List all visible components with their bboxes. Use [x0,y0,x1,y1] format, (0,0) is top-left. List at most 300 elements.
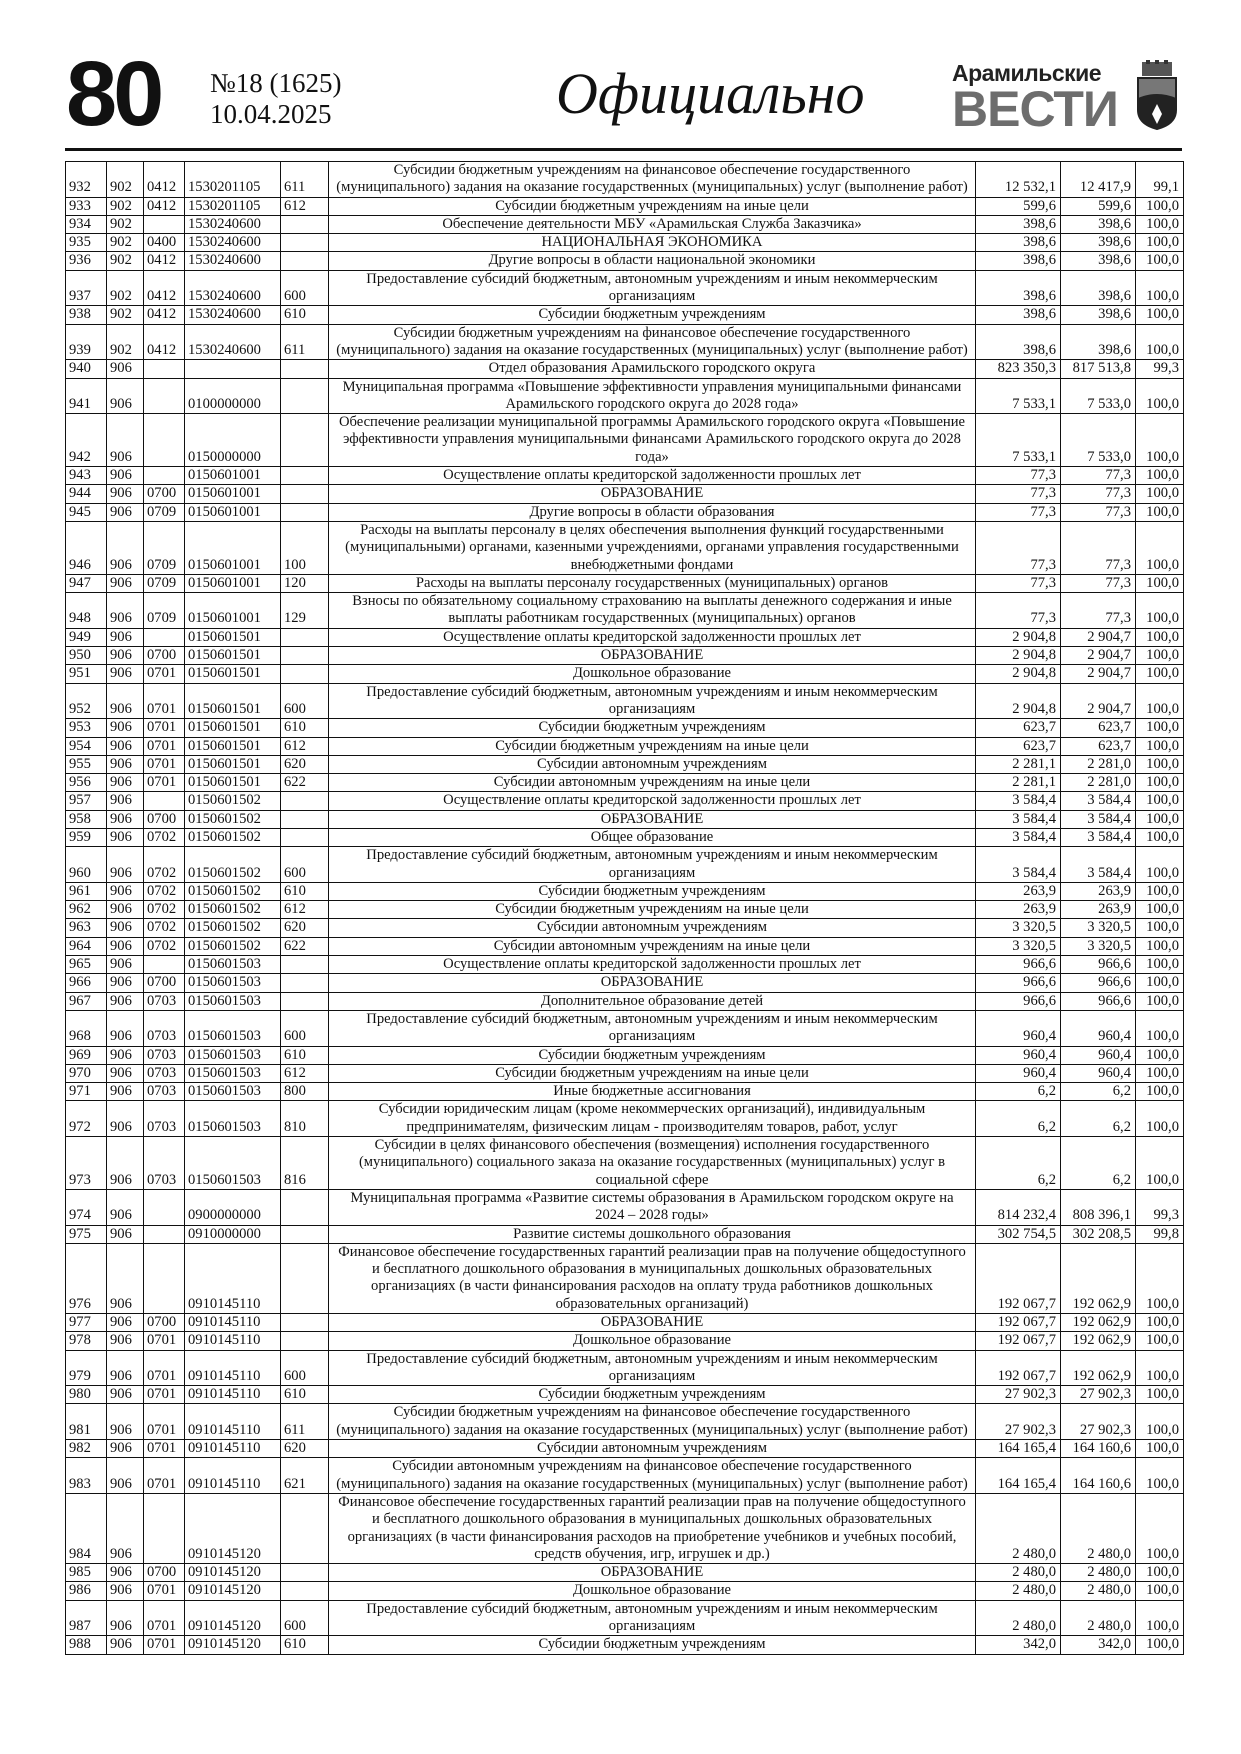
section-code: 0700 [144,810,185,828]
planned-amount: 2 904,8 [976,683,1061,719]
actual-amount: 2 480,0 [1061,1564,1136,1582]
target-article-code: 0910000000 [185,1225,281,1243]
expense-type-code: 620 [281,1440,329,1458]
ved-code: 906 [107,719,144,737]
target-article-code: 0900000000 [185,1189,281,1225]
row-number: 982 [66,1440,107,1458]
table-row [66,974,1184,992]
logo-top-text: Арамильские [952,60,1102,86]
target-article-code: 0910145110 [185,1332,281,1350]
description: Субсидии бюджетным учреждениям [329,719,976,737]
planned-amount: 599,6 [976,197,1061,215]
table-row [66,1083,1184,1101]
actual-amount: 7 533,0 [1061,414,1136,467]
table-row [66,1582,1184,1600]
section-code [144,378,185,414]
actual-amount: 342,0 [1061,1636,1136,1654]
expense-type-code [281,467,329,485]
execution-percent: 100,0 [1136,828,1184,846]
description: Другие вопросы в области национальной экономики [329,252,976,270]
description: Субсидии автономным учреждениям [329,755,976,773]
description: Субсидии бюджетным учреждениям на финансовое обеспечение государственного (муниципального) задания на оказание государственных (муниципальных) услуг (выполнение работ) [329,324,976,360]
planned-amount: 398,6 [976,324,1061,360]
row-number: 961 [66,882,107,900]
row-number: 935 [66,234,107,252]
section-code: 0701 [144,1636,185,1654]
target-article-code: 0910145120 [185,1636,281,1654]
target-article-code: 1530201105 [185,197,281,215]
execution-percent: 100,0 [1136,521,1184,574]
actual-amount: 398,6 [1061,252,1136,270]
section-code: 0703 [144,1083,185,1101]
execution-percent: 100,0 [1136,1010,1184,1046]
planned-amount: 623,7 [976,737,1061,755]
execution-percent: 100,0 [1136,1046,1184,1064]
actual-amount: 77,3 [1061,574,1136,592]
row-number: 988 [66,1636,107,1654]
target-article-code: 0150601001 [185,467,281,485]
actual-amount: 2 281,0 [1061,774,1136,792]
expense-type-code [281,252,329,270]
ved-code: 906 [107,1350,144,1386]
planned-amount: 192 067,7 [976,1314,1061,1332]
expense-type-code: 622 [281,774,329,792]
actual-amount: 77,3 [1061,485,1136,503]
table-row [66,792,1184,810]
description: Осуществление оплаты кредиторской задолженности прошлых лет [329,628,976,646]
ved-code: 906 [107,755,144,773]
description: ОБРАЗОВАНИЕ [329,485,976,503]
planned-amount: 192 067,7 [976,1332,1061,1350]
expense-type-code: 612 [281,197,329,215]
row-number: 984 [66,1493,107,1563]
ved-code: 906 [107,1600,144,1636]
issue-date: 10.04.2025 [210,99,332,129]
actual-amount: 2 480,0 [1061,1582,1136,1600]
table-row [66,992,1184,1010]
row-number: 973 [66,1137,107,1190]
table-row [66,755,1184,773]
planned-amount: 2 480,0 [976,1582,1061,1600]
execution-percent: 100,0 [1136,1101,1184,1137]
expense-type-code: 610 [281,1046,329,1064]
planned-amount: 2 480,0 [976,1600,1061,1636]
actual-amount: 164 160,6 [1061,1440,1136,1458]
target-article-code: 0150601501 [185,774,281,792]
execution-percent: 100,0 [1136,792,1184,810]
planned-amount: 960,4 [976,1064,1061,1082]
expense-type-code [281,628,329,646]
table-row [66,1440,1184,1458]
row-number: 979 [66,1350,107,1386]
execution-percent: 100,0 [1136,503,1184,521]
section-code: 0701 [144,665,185,683]
actual-amount: 7 533,0 [1061,378,1136,414]
description: Осуществление оплаты кредиторской задолженности прошлых лет [329,956,976,974]
actual-amount: 77,3 [1061,593,1136,629]
target-article-code: 1530240600 [185,270,281,306]
expense-type-code: 600 [281,683,329,719]
table-row [66,847,1184,883]
planned-amount: 623,7 [976,719,1061,737]
execution-percent: 100,0 [1136,270,1184,306]
planned-amount: 77,3 [976,574,1061,592]
expense-type-code: 600 [281,847,329,883]
execution-percent: 99,3 [1136,360,1184,378]
row-number: 947 [66,574,107,592]
description: ОБРАЗОВАНИЕ [329,647,976,665]
planned-amount: 27 902,3 [976,1404,1061,1440]
section-code: 0412 [144,306,185,324]
row-number: 938 [66,306,107,324]
table-row [66,737,1184,755]
table-row [66,324,1184,360]
section-code: 0412 [144,197,185,215]
target-article-code: 0150601502 [185,847,281,883]
table-row [66,270,1184,306]
description: ОБРАЗОВАНИЕ [329,1564,976,1582]
actual-amount: 27 902,3 [1061,1404,1136,1440]
row-number: 950 [66,647,107,665]
row-number: 968 [66,1010,107,1046]
actual-amount: 3 320,5 [1061,919,1136,937]
row-number: 978 [66,1332,107,1350]
execution-percent: 100,0 [1136,919,1184,937]
table-row [66,937,1184,955]
actual-amount: 960,4 [1061,1010,1136,1046]
description: ОБРАЗОВАНИЕ [329,1314,976,1332]
section-code: 0702 [144,901,185,919]
ved-code: 906 [107,774,144,792]
description: Расходы на выплаты персоналу государственных (муниципальных) органов [329,574,976,592]
planned-amount: 2 281,1 [976,755,1061,773]
row-number: 981 [66,1404,107,1440]
planned-amount: 164 165,4 [976,1458,1061,1494]
ved-code: 906 [107,1101,144,1137]
execution-percent: 100,0 [1136,774,1184,792]
target-article-code: 0150601001 [185,503,281,521]
ved-code: 906 [107,647,144,665]
ved-code: 902 [107,234,144,252]
row-number: 971 [66,1083,107,1101]
ved-code: 906 [107,792,144,810]
ved-code: 906 [107,974,144,992]
table-row [66,1493,1184,1563]
execution-percent: 100,0 [1136,1083,1184,1101]
table-row [66,1332,1184,1350]
planned-amount: 398,6 [976,215,1061,233]
actual-amount: 960,4 [1061,1046,1136,1064]
row-number: 937 [66,270,107,306]
row-number: 932 [66,162,107,198]
table-row [66,1189,1184,1225]
execution-percent: 100,0 [1136,1458,1184,1494]
ved-code: 906 [107,1332,144,1350]
row-number: 987 [66,1600,107,1636]
target-article-code: 0150601503 [185,1137,281,1190]
actual-amount: 2 480,0 [1061,1493,1136,1563]
section-code: 0703 [144,1010,185,1046]
planned-amount: 823 350,3 [976,360,1061,378]
description: Расходы на выплаты персоналу в целях обеспечения выполнения функций государственными (муниципальными) органами, казенными учреждениями, органами управления государственными внебюджетными фондами [329,521,976,574]
ved-code: 906 [107,1046,144,1064]
coat-of-arms-icon [1134,60,1180,130]
planned-amount: 6,2 [976,1101,1061,1137]
expense-type-code: 100 [281,521,329,574]
target-article-code: 0910145110 [185,1243,281,1313]
row-number: 965 [66,956,107,974]
ved-code: 906 [107,1314,144,1332]
target-article-code: 0910145120 [185,1493,281,1563]
description: Субсидии бюджетным учреждениям на иные цели [329,197,976,215]
row-number: 985 [66,1564,107,1582]
planned-amount: 3 320,5 [976,919,1061,937]
ved-code: 902 [107,270,144,306]
ved-code: 906 [107,485,144,503]
description: Предоставление субсидий бюджетным, автономным учреждениям и иным некоммерческим организациям [329,1600,976,1636]
expense-type-code [281,1493,329,1563]
actual-amount: 6,2 [1061,1137,1136,1190]
target-article-code: 0100000000 [185,378,281,414]
table-row [66,1137,1184,1190]
ved-code: 906 [107,1564,144,1582]
section-code: 0700 [144,647,185,665]
expense-type-code: 611 [281,1404,329,1440]
section-code: 0701 [144,1600,185,1636]
expense-type-code: 610 [281,1386,329,1404]
actual-amount: 623,7 [1061,719,1136,737]
section-code: 0702 [144,919,185,937]
description: Субсидии в целях финансового обеспечения (возмещения) исполнения государственного (муниципального) социального заказа на оказание государственных (муниципальных) услуг в социальной сфере [329,1137,976,1190]
table-row [66,1404,1184,1440]
table-row [66,1458,1184,1494]
target-article-code: 0150601503 [185,974,281,992]
actual-amount: 27 902,3 [1061,1386,1136,1404]
planned-amount: 2 904,8 [976,665,1061,683]
section-code: 0709 [144,503,185,521]
row-number: 972 [66,1101,107,1137]
description: Обеспечение реализации муниципальной программы Арамильского городского округа «Повышение эффективности управления муниципальными финансами Арамильского городского округа до 2028 года» [329,414,976,467]
row-number: 969 [66,1046,107,1064]
actual-amount: 77,3 [1061,521,1136,574]
target-article-code: 0150000000 [185,414,281,467]
ved-code: 906 [107,937,144,955]
planned-amount: 966,6 [976,956,1061,974]
header-rule [65,148,1182,151]
actual-amount: 302 208,5 [1061,1225,1136,1243]
description: Субсидии юридическим лицам (кроме некоммерческих организаций), индивидуальным предпринимателям, физическим лицам - производителям товаров, работ, услуг [329,1101,976,1137]
section-code: 0703 [144,1137,185,1190]
table-row [66,956,1184,974]
row-number: 943 [66,467,107,485]
ved-code: 906 [107,919,144,937]
execution-percent: 100,0 [1136,901,1184,919]
planned-amount: 7 533,1 [976,378,1061,414]
description: Субсидии бюджетным учреждениям [329,882,976,900]
description: Предоставление субсидий бюджетным, автономным учреждениям и иным некоммерческим организациям [329,270,976,306]
ved-code: 906 [107,521,144,574]
expense-type-code [281,1314,329,1332]
table-row [66,1386,1184,1404]
target-article-code: 0150601503 [185,1083,281,1101]
section-code: 0703 [144,1064,185,1082]
ved-code: 906 [107,628,144,646]
planned-amount: 302 754,5 [976,1225,1061,1243]
actual-amount: 398,6 [1061,215,1136,233]
newspaper-logo [952,60,1122,137]
planned-amount: 398,6 [976,270,1061,306]
section-code [144,628,185,646]
expense-type-code [281,665,329,683]
target-article-code: 0910145110 [185,1404,281,1440]
expense-type-code: 621 [281,1458,329,1494]
table-row [66,882,1184,900]
expense-type-code [281,1189,329,1225]
row-number: 954 [66,737,107,755]
expense-type-code: 129 [281,593,329,629]
ved-code: 906 [107,1243,144,1313]
expense-type-code: 600 [281,1010,329,1046]
budget-table [65,161,1184,1655]
description: Субсидии бюджетным учреждениям [329,1636,976,1654]
planned-amount: 2 904,8 [976,647,1061,665]
description: Обеспечение деятельности МБУ «Арамильская Служба Заказчика» [329,215,976,233]
section-code [144,956,185,974]
execution-percent: 100,0 [1136,882,1184,900]
expense-type-code: 610 [281,882,329,900]
description: Субсидии автономным учреждениям на финансовое обеспечение государственного (муниципального) задания на оказание государственных (муниципальных) услуг (выполнение работ) [329,1458,976,1494]
section-code [144,215,185,233]
row-number: 934 [66,215,107,233]
expense-type-code: 620 [281,755,329,773]
description: Субсидии бюджетным учреждениям на финансовое обеспечение государственного (муниципального) задания на оказание государственных (муниципальных) услуг (выполнение работ) [329,162,976,198]
table-row [66,665,1184,683]
description: Субсидии бюджетным учреждениям на иные цели [329,737,976,755]
table-row [66,1350,1184,1386]
planned-amount: 164 165,4 [976,1440,1061,1458]
target-article-code: 0150601503 [185,1101,281,1137]
planned-amount: 2 281,1 [976,774,1061,792]
section-code: 0701 [144,1582,185,1600]
row-number: 980 [66,1386,107,1404]
section-code: 0703 [144,1101,185,1137]
expense-type-code [281,1225,329,1243]
execution-percent: 100,0 [1136,1636,1184,1654]
expense-type-code [281,1332,329,1350]
expense-type-code: 600 [281,270,329,306]
expense-type-code: 612 [281,1064,329,1082]
table-row [66,1010,1184,1046]
actual-amount: 817 513,8 [1061,360,1136,378]
planned-amount: 3 584,4 [976,792,1061,810]
row-number: 945 [66,503,107,521]
ved-code: 906 [107,503,144,521]
actual-amount: 599,6 [1061,197,1136,215]
execution-percent: 99,1 [1136,162,1184,198]
section-code: 0702 [144,847,185,883]
row-number: 936 [66,252,107,270]
description: Дополнительное образование детей [329,992,976,1010]
ved-code: 902 [107,197,144,215]
description: Муниципальная программа «Развитие системы образования в Арамильском городском округе на 2024 – 2028 годы» [329,1189,976,1225]
actual-amount: 960,4 [1061,1064,1136,1082]
row-number: 976 [66,1243,107,1313]
ved-code: 906 [107,1440,144,1458]
expense-type-code [281,378,329,414]
ved-code: 906 [107,828,144,846]
table-row [66,1243,1184,1313]
expense-type-code [281,828,329,846]
actual-amount: 6,2 [1061,1083,1136,1101]
target-article-code: 0150601502 [185,828,281,846]
ved-code: 902 [107,162,144,198]
table-row [66,1600,1184,1636]
actual-amount: 2 904,7 [1061,665,1136,683]
section-code: 0701 [144,755,185,773]
row-number: 960 [66,847,107,883]
section-code: 0701 [144,1440,185,1458]
ved-code: 906 [107,882,144,900]
row-number: 975 [66,1225,107,1243]
expense-type-code [281,414,329,467]
target-article-code: 0150601502 [185,937,281,955]
table-row [66,774,1184,792]
table-row [66,647,1184,665]
actual-amount: 398,6 [1061,306,1136,324]
target-article-code: 0150601501 [185,628,281,646]
table-row [66,360,1184,378]
row-number: 966 [66,974,107,992]
actual-amount: 6,2 [1061,1101,1136,1137]
row-number: 983 [66,1458,107,1494]
execution-percent: 100,0 [1136,467,1184,485]
expense-type-code [281,956,329,974]
ved-code: 906 [107,810,144,828]
section-code: 0702 [144,828,185,846]
execution-percent: 100,0 [1136,974,1184,992]
section-code: 0701 [144,774,185,792]
ved-code: 906 [107,1189,144,1225]
planned-amount: 3 584,4 [976,828,1061,846]
issue-info [210,68,342,130]
target-article-code: 0910145120 [185,1600,281,1636]
execution-percent: 100,0 [1136,1064,1184,1082]
expense-type-code: 800 [281,1083,329,1101]
execution-percent: 100,0 [1136,810,1184,828]
planned-amount: 192 067,7 [976,1243,1061,1313]
section-code: 0701 [144,1386,185,1404]
target-article-code: 0150601501 [185,719,281,737]
target-article-code: 1530240600 [185,324,281,360]
section-code [144,467,185,485]
row-number: 955 [66,755,107,773]
execution-percent: 100,0 [1136,992,1184,1010]
row-number: 951 [66,665,107,683]
planned-amount: 192 067,7 [976,1350,1061,1386]
execution-percent: 100,0 [1136,485,1184,503]
planned-amount: 3 584,4 [976,810,1061,828]
ved-code: 906 [107,360,144,378]
description: Общее образование [329,828,976,846]
expense-type-code [281,1564,329,1582]
execution-percent: 100,0 [1136,1350,1184,1386]
target-article-code: 0910145110 [185,1314,281,1332]
section-code: 0701 [144,1404,185,1440]
planned-amount: 398,6 [976,234,1061,252]
execution-percent: 100,0 [1136,324,1184,360]
expense-type-code [281,215,329,233]
row-number: 964 [66,937,107,955]
